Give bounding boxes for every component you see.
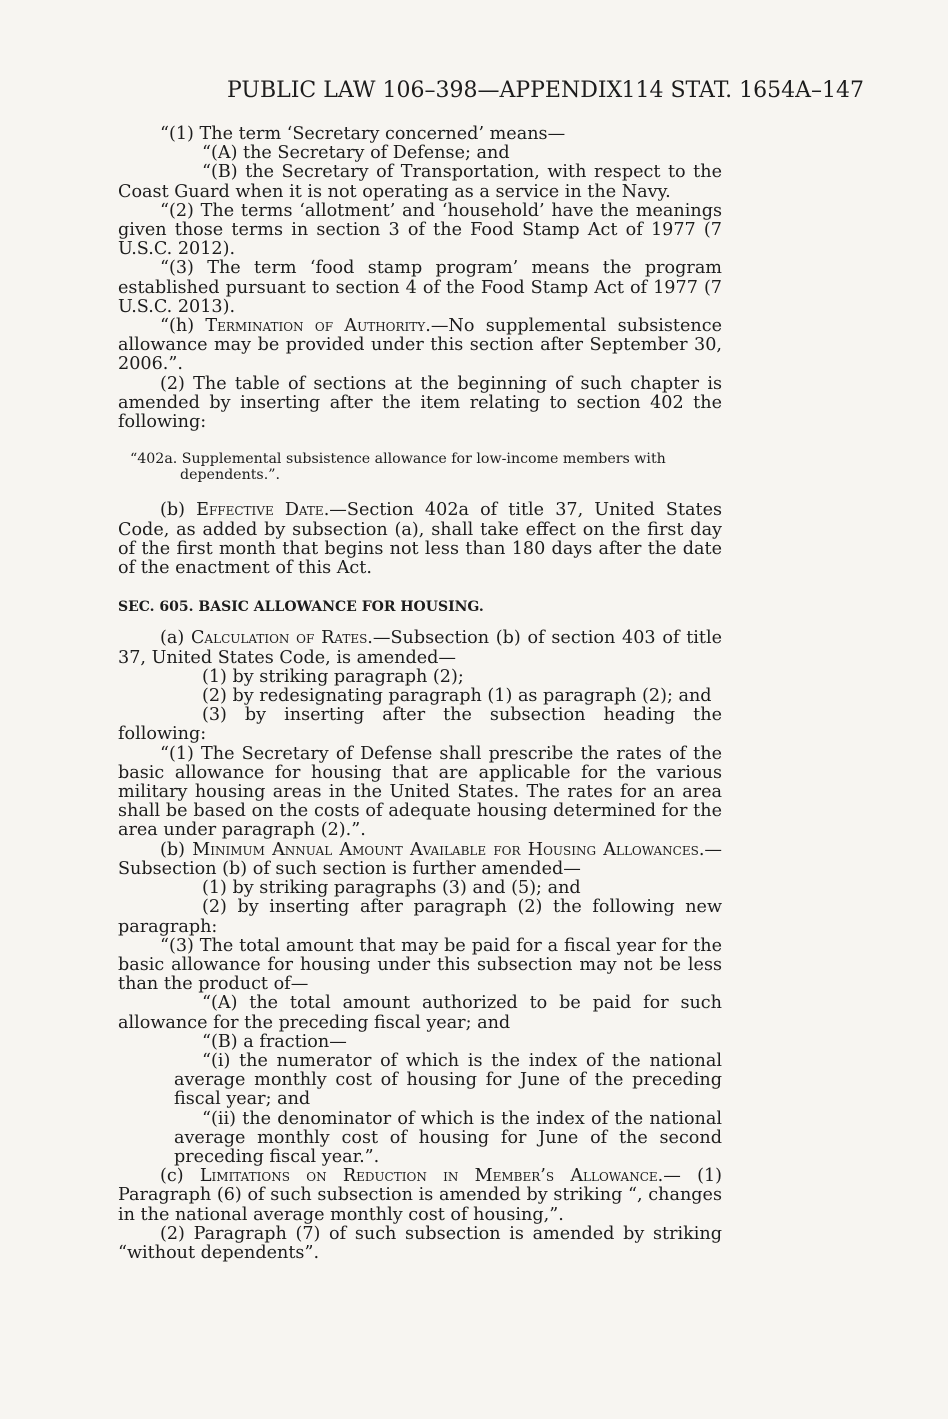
para-inserting-heading: (3) by inserting after the subsection heading the following:	[118, 705, 722, 745]
minimum-heading: Minimum Annual Amount Available for Housing Allowances.	[192, 839, 705, 860]
para-quoted-B: “(B) a fraction—	[202, 1031, 347, 1052]
para-striking-paragraphs-3-5: (1) by striking paragraphs (3) and (5); and	[202, 878, 581, 899]
limitations-heading: Limitations on Reduction in Member’s Allowance.	[199, 1166, 664, 1187]
header-stat-citation: 114 STAT. 1654A–147	[621, 78, 864, 103]
para-allotment-household: “(2) The terms ‘allotment’ and ‘household’ have the meanings given those terms in section 3 of the Food Stamp Act of 1977 (7 U.S.C. 2012).	[118, 200, 722, 260]
effective-date-prefix: (b)	[160, 500, 185, 521]
para-table-of-sections: (2) The table of sections at the beginning of such chapter is amended by inserting after the item relating to section 402 the following:	[118, 373, 722, 433]
minimum-prefix: (b)	[160, 839, 185, 860]
para-quoted-A: “(A) the total amount authorized to be paid for such allowance for the preceding fiscal year; and	[118, 993, 722, 1033]
para-quoted-rates: “(1) The Secretary of Defense shall prescribe the rates of the basic allowance for housing that are applicable for the various military housing areas in the United States. The rates for an area shall be based on the costs of adequate housing determined for the area under paragraph (2).”.	[118, 743, 722, 841]
para-secretary-transportation: “(B) the Secretary of Transportation, with respect to the Coast Guard when it is not operating as a service in the Navy.	[118, 162, 722, 202]
page-header	[227, 78, 864, 108]
para-calculation-of-rates	[118, 629, 722, 667]
para-redesignating: (2) by redesignating paragraph (1) as paragraph (2); and	[202, 686, 712, 707]
para-termination-of-authority	[118, 317, 722, 375]
para-minimum-annual-amount	[118, 841, 722, 879]
header-law-title: PUBLIC LAW 106–398—APPENDIX	[227, 78, 623, 103]
para-effective-date	[118, 501, 722, 578]
effective-date-text: —Section 402a of title 37, United States Code, as added by subsection (a), shall take effect on the first day of the first month that begins not less than 180 days after the date of the enactment of this Act.	[118, 500, 723, 579]
para-striking-paragraph-2: (1) by striking paragraph (2);	[202, 666, 464, 687]
minimum-text: —Subsection (b) of such section is further amended—	[118, 839, 723, 879]
effective-date-heading: Effective Date.	[196, 500, 330, 521]
calculation-prefix: (a)	[160, 628, 185, 649]
table-of-sections-item: “402a. Supplemental subsistence allowance for low-income members with dependents.”.	[130, 451, 666, 483]
para-quoted-ii: “(ii) the denominator of which is the index of the national average monthly cost of housing for June of the second preceding fiscal year.”.	[174, 1108, 722, 1167]
termination-prefix: “(h)	[160, 316, 195, 337]
section-605-heading: SEC. 605. BASIC ALLOWANCE FOR HOUSING.	[118, 599, 484, 616]
termination-text: —No supplemental subsistence allowance may be provided under this section after September 30, 2006.”.	[118, 316, 723, 375]
para-quoted-i: “(i) the numerator of which is the index of the national average monthly cost of housing for June of the preceding fiscal year; and	[174, 1050, 722, 1110]
para-food-stamp-program: “(3) The term ‘food stamp program’ means the program established pursuant to section 4 of the Food Stamp Act of 1977 (7 U.S.C. 2013).	[118, 258, 722, 317]
body-text	[118, 125, 722, 1263]
calculation-text: —Subsection (b) of section 403 of title 37, United States Code, is amended—	[118, 628, 723, 668]
termination-heading: Termination of Authority.	[205, 316, 431, 337]
limitations-text: — (1) Paragraph (6) of such subsection is amended by striking “, changes in the national average monthly cost of housing,”.	[118, 1166, 723, 1225]
para-quoted-total-amount: “(3) The total amount that may be paid for a fiscal year for the basic allowance for housing under this subsection may not be less than the product of—	[118, 935, 722, 995]
para-secretary-defense: “(A) the Secretary of Defense; and	[202, 143, 510, 164]
para-limitations-on-reduction	[118, 1167, 722, 1225]
calculation-heading: Calculation of Rates.	[190, 628, 373, 649]
limitations-prefix: (c)	[160, 1166, 184, 1187]
para-without-dependents: (2) Paragraph (7) of such subsection is amended by striking “without dependents”.	[118, 1223, 722, 1263]
para-inserting-new-paragraph: (2) by inserting after paragraph (2) the following new paragraph:	[118, 897, 722, 937]
para-secretary-concerned: “(1) The term ‘Secretary concerned’ means—	[160, 124, 566, 144]
